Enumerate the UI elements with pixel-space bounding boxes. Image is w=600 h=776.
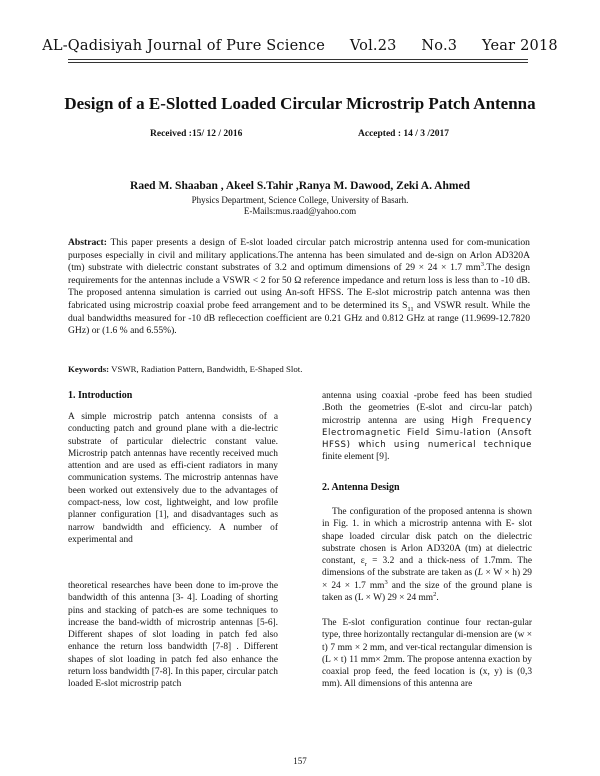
- abstract-label: Abstract:: [68, 237, 107, 248]
- received-date: Received :15/ 12 / 2016: [150, 129, 243, 139]
- accepted-date: Accepted : 14 / 3 /2017: [358, 129, 450, 139]
- journal-header: [0, 38, 600, 54]
- page-number: 157: [293, 756, 307, 766]
- right-paragraph-1: antenna using coaxial -probe feed has been studied .Both the geometries (E-slot and circu-lar patch) microstrip antenna are using High Frequency Electromagnetic Field Simu-lation (Ansoft HFSS) which using numerical technique finite element [9].: [322, 391, 533, 463]
- intro-paragraph-2: theoretical researches have been done to im-prove the bandwidth of this antenna [3- 4]. Loading of shorting pins and stacking of patch-es are some techniques to increase the band-width of microstrip antennas [5-6]. Different shapes of slot loading in patch fed also enhance the return loss bandwidth [7-8] . Different shapes of slot loading in patch fed also enhance the return loss bandwidth [7-8]. In this paper, circular patch loaded E-slot microstrip patch: [68, 581, 278, 690]
- intro-paragraph-1: A simple microstrip patch antenna consists of a conducting patch and ground plane with a die-lectric substrate of particular dielectric constant value. Microstrip patch antennas have recently received much attention and are used as effi-cient radiators in many communication systems. The microstrip antennas have been worked out extensively due to the advantages of compact-ness, low cost, lightweight, and low profile planner configuration [1], and disadvantages such as narrow bandwidth and efficiency. A number of experimental and: [68, 412, 278, 545]
- emails: E-Mails:mus.raad@yahoo.com: [243, 206, 357, 216]
- authors: Raed M. Shaaban , Akeel S.Tahir ,Ranya M. Dawood, Zeki A. Ahmed: [130, 180, 470, 192]
- intro-heading: 1. Introduction: [68, 390, 133, 401]
- journal-year: Year 2018: [482, 38, 558, 54]
- antenna-design-heading: 2. Antenna Design: [322, 482, 400, 493]
- affiliation: Physics Department, Science College, University of Basarh.: [191, 195, 409, 205]
- header-rule-bottom: [68, 62, 528, 63]
- journal-number: No.3: [421, 38, 458, 54]
- keywords-label: Keywords:: [68, 364, 110, 374]
- journal-name: AL-Qadisiyah Journal of Pure Science: [42, 38, 325, 54]
- antenna-design-paragraph-1: The configuration of the proposed antenna is shown in Fig. 1. in which a microstrip antenna with E- slot shape loaded circular disk patch on the dielectric substrate chosen is Arlon AD320A (tm) at dielectric constant, $\varepsilon_r = 3.2$ and a thick-ness of 1.7mm. The dimensions of the substrate are taken as (L × W × h) 29 × 24 × 1.7 $mm^3$ and the size of the ground plane is taken as (L × W) 29 × 24 $mm^2$.: [322, 507, 532, 604]
- header-rule-top: [68, 59, 528, 60]
- keywords: Keywords: VSWR, Radiation Pattern, Bandwidth, E-Shaped Slot.: [68, 364, 303, 374]
- journal-volume: Vol.23: [349, 38, 397, 54]
- antenna-design-paragraph-2: The E-slot configuration continue four rectan-gular type, three horizontally rectangular di-mension are (w × t) 7 mm × 2 mm, and ver-tical rectangular dimension is (L × t) 11 mm× 2mm. The propose antenna exaction by coaxial prop feed, the feed location is (x, y) is (0,3 mm). All dimensions of this antenna are: [322, 618, 533, 690]
- abstract: Abstract: This paper presents a design of E-slot loaded circular patch microstrip antenna used for com-munication purposes especially in civil and military applications.The antenna has been simulated and de-sign on Arlon AD320A (tm) substrate with dielectric constant substrates of 3.2 and optimum dimensions of 29 × 24 × 1.7 $mm^3.The$ design requirements for the antennas include a VSWR < 2 for 50 Ω reference impedance and return loss is less than to -10 dB. The proposed antenna simulation is carried out using An-soft HFSS. The E-slot microstrip patch antenna was then fabricated using microstrip coaxial probe feed arrangement and to be determined its $S_{11}$ and VSWR result. While the dual bandwidths measured for -10 dB reflecection coefficient are 0.21 GHz and 0.812 GHz at range (11.9699-12.7820 GHz) or (1.6 % and 6.55%).: [68, 237, 531, 337]
- paper-title: Design of a E-Slotted Loaded Circular Microstrip Patch Antenna: [64, 94, 536, 113]
